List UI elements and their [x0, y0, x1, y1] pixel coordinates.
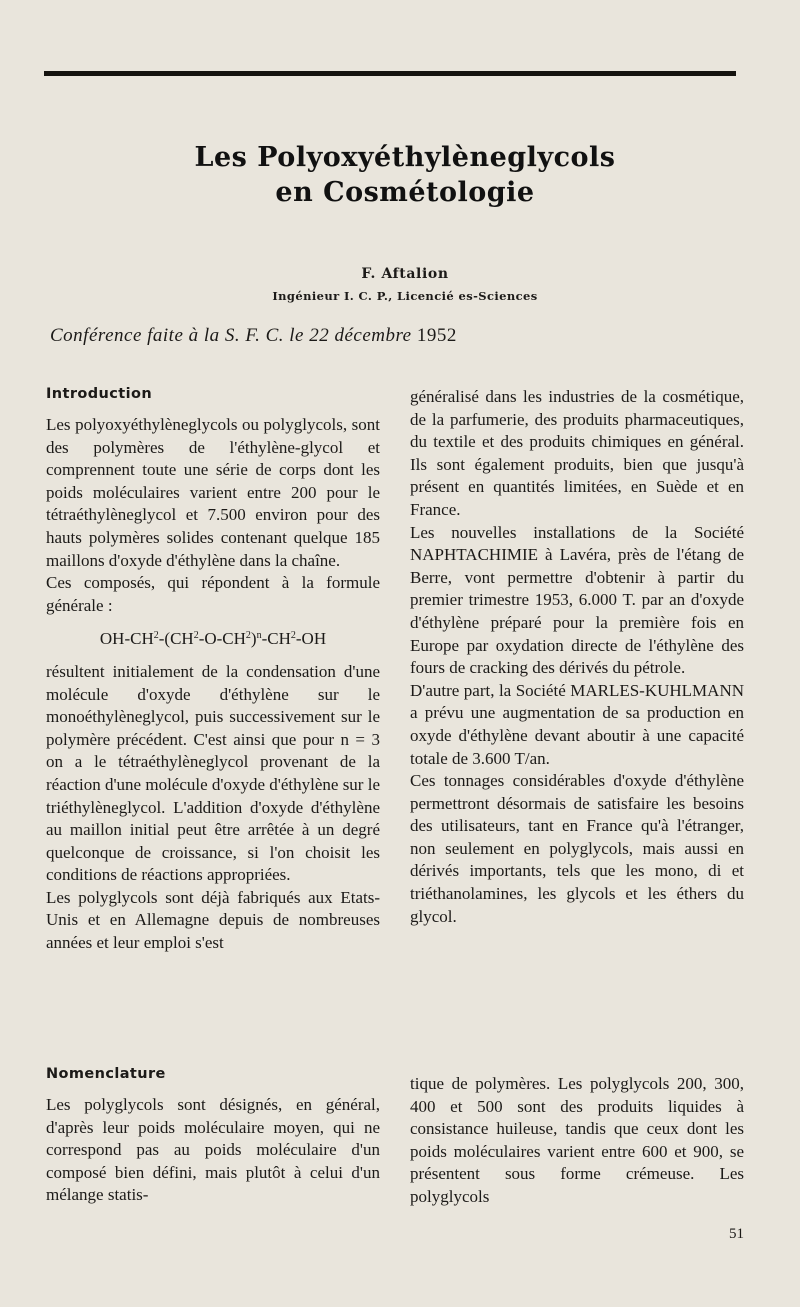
title-line-2: en Cosmétologie — [275, 177, 535, 208]
right-column-nomenclature — [410, 1073, 744, 1209]
paragraph: Ces composés, qui répondent à la formule générale : — [46, 573, 380, 615]
right-column-introduction — [410, 386, 744, 928]
conference-text: Conférence faite à la S. F. C. le 22 décembre — [50, 325, 412, 346]
left-column-introduction — [46, 414, 380, 955]
paragraph: D'autre part, la Société MARLES-KUHLMANN a prévu une augmentation de sa production en oxyde d'éthylène devant aboutir à une capacité totale de 3.600 T/an. — [410, 680, 744, 768]
conference-year: 1952 — [416, 325, 457, 346]
page-number: 51 — [729, 1226, 744, 1242]
paragraph: tique de polymères. Les polyglycols 200, 300, 400 et 500 sont des produits liquides à consistance huileuse, tandis que ceux dont les poids moléculaires varient entre 600 et 900, se présentent sous forme crémeuse. Les polyglycols — [410, 1074, 744, 1206]
article-title — [60, 140, 750, 210]
paragraph: Les polyglycols sont désignés, en général, d'après leur poids moléculaire moyen, qui ne correspond pas au poids moléculaire d'un composé bien défini, mais plutôt à celui d'un mélange statis- — [46, 1095, 380, 1205]
left-column-nomenclature — [46, 1094, 380, 1207]
header-rule — [44, 71, 736, 76]
paragraph: Ces tonnages considérables d'oxyde d'éthylène permettront désormais de satisfaire les besoins des utilisateurs, tant en France qu'à l'étranger, non seulement en polyglycols, mais aussi en dérivés importants, tels que les mono, di et triéthanolamines, les glycols et les éthers du glycol. — [410, 771, 744, 926]
paragraph: généralisé dans les industries de la cosmétique, de la parfumerie, des produits pharmaceutiques, du textile et des produits chimiques en général. Ils sont également produits, bien que jusqu'à présent en quantités limitées, en Suède et en France. — [410, 387, 744, 519]
paragraph: résultent initialement de la condensation d'une molécule d'oxyde d'éthylène sur le monoéthylèneglycol, puis successivement sur le polymère précédent. C'est ainsi que pour n = 3 on a le tétraéthylèneglycol provenant de la réaction d'une molécule d'oxyde d'éthylène sur le triéthylèneglycol. L'addition d'oxyde d'éthylène au maillon initial peut être arrêtée à un degré quelconque de croissance, si l'on choisit les conditions de réactions appropriées. — [46, 661, 380, 885]
paragraph: Les polyoxyéthylèneglycols ou polyglycols, sont des polymères de l'éthylène-glycol et comprennent toute une série de corps dont les poids moléculaires varient entre 200 pour le tétraéthylèneglycol et 7.500 environ pour des hauts polymères solides contenant quelque 185 maillons d'oxyde d'éthylène dans la chaîne. — [46, 415, 380, 570]
section-heading-introduction: Introduction — [46, 386, 153, 402]
author-name: F. Aftalion — [361, 266, 449, 282]
author-credentials: Ingénieur I. C. P., Licencié es-Sciences — [272, 289, 538, 303]
paragraph: Les polyglycols sont déjà fabriqués aux Etats-Unis et en Allemagne depuis de nombreuses années et leur emploi s'est — [46, 887, 380, 953]
paragraph: Les nouvelles installations de la Société NAPHTACHIMIE à Lavéra, près de l'étang de Berre, vont permettre d'obtenir à partir du premier trimestre 1953, 6.000 T. par an d'oxyde d'éthylène préparé pour la première fois en Europe par oxydation directe de l'éthylène des fours de cracking des dérivés du pétrole. — [410, 522, 744, 678]
general-formula: $OH-CH^2-(CH^2-O-CH^2)^n-CH^2-OH$ — [99, 629, 327, 649]
title-line-1: Les Polyoxyéthylèneglycols — [194, 142, 616, 173]
section-heading-nomenclature: Nomenclature — [46, 1066, 166, 1082]
conference-note — [50, 325, 750, 347]
